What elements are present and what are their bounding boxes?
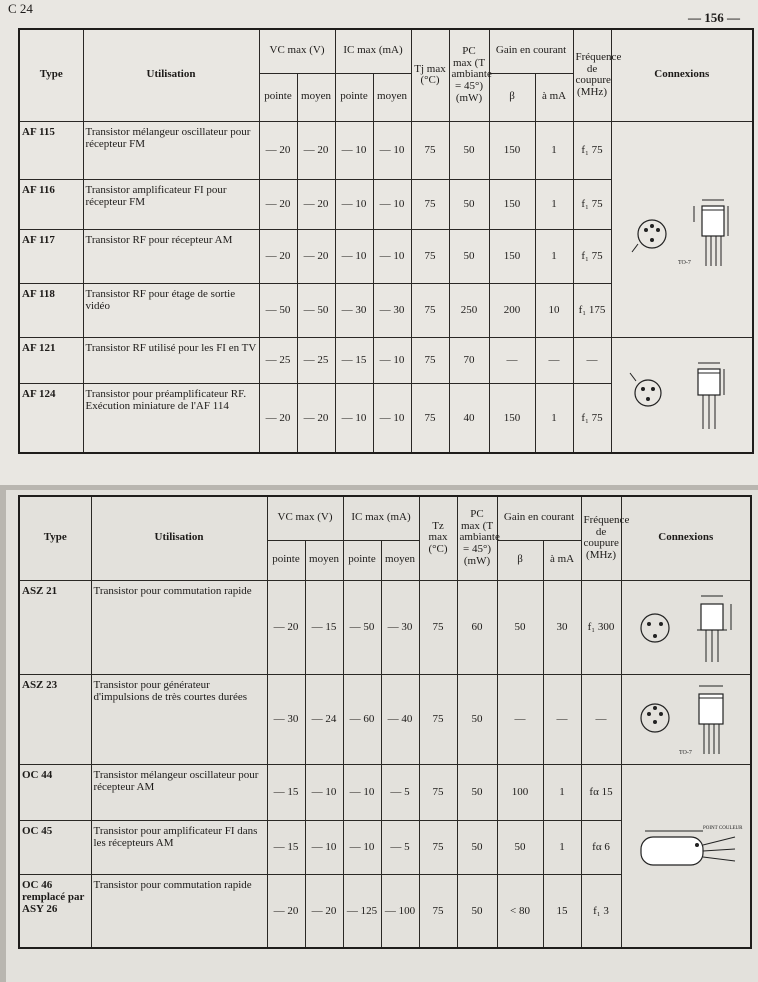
pc-cell: 40 <box>449 383 489 453</box>
beta-cell: 150 <box>489 121 535 179</box>
vc-pointe-cell: — 20 <box>267 580 305 674</box>
pc-cell: 50 <box>457 874 497 948</box>
header-tj <box>411 29 449 121</box>
vc-moyen-cell: — 15 <box>305 580 343 674</box>
type-cell: ASZ 23 <box>19 674 91 764</box>
use-cell: Transistor mélangeur oscillateur pour récepteur FM <box>83 121 259 179</box>
type-cell: AF 115 <box>19 121 83 179</box>
ic-moyen-cell: — 10 <box>373 383 411 453</box>
type-cell: OC 46 remplacé par ASY 26 <box>19 874 91 948</box>
connexions-cell-oc <box>621 764 751 948</box>
use-cell: Transistor pour générateur d'impulsions de très courtes durées <box>91 674 267 764</box>
type-cell: AF 121 <box>19 337 83 383</box>
header-freq: Fréquence de coupure (MHz) <box>581 496 621 580</box>
pc-cell: 50 <box>457 674 497 764</box>
header-type: Type <box>19 29 83 121</box>
header-pc: PC max (T ambiante = 45°) (mW) <box>449 29 489 121</box>
miniature-package-diagram <box>618 345 746 445</box>
ma-cell: 1 <box>535 121 573 179</box>
type-cell: AF 118 <box>19 283 83 337</box>
ic-moyen-cell: — 5 <box>381 764 419 820</box>
header-vc: VC max (V) <box>267 496 343 540</box>
header-tz-unit: (°C) <box>428 543 448 556</box>
ic-moyen-cell: — 30 <box>373 283 411 337</box>
header-ama: à mA <box>543 540 581 580</box>
beta-cell: — <box>497 674 543 764</box>
freq-cell: f₁ 300 <box>581 580 621 674</box>
ic-pointe-cell: — 15 <box>335 337 373 383</box>
tj-cell: 75 <box>411 283 449 337</box>
tj-cell: 75 <box>411 121 449 179</box>
use-cell: Transistor pour préamplificateur RF. Exécution miniature de l'AF 114 <box>83 383 259 453</box>
asz21-package-diagram <box>627 584 745 670</box>
freq-cell: fα 15 <box>581 764 621 820</box>
freq-cell: f₁ 75 <box>573 383 611 453</box>
vc-pointe-cell: — 15 <box>267 820 305 874</box>
header-use: Utilisation <box>91 496 267 580</box>
page-number: — 156 — <box>688 10 740 25</box>
pc-cell: 50 <box>449 229 489 283</box>
header-tj-unit: (°C) <box>420 74 440 87</box>
vc-moyen-cell: — 20 <box>297 383 335 453</box>
use-cell: Transistor mélangeur oscillateur pour récepteur AM <box>91 764 267 820</box>
type-cell: AF 124 <box>19 383 83 453</box>
asz23-package-diagram <box>627 676 745 762</box>
header-vc-moyen: moyen <box>297 73 335 121</box>
freq-cell: f₁ 175 <box>573 283 611 337</box>
vc-moyen-cell: — 10 <box>305 820 343 874</box>
pc-cell: 60 <box>457 580 497 674</box>
freq-cell: — <box>573 337 611 383</box>
ic-pointe-cell: — 10 <box>335 229 373 283</box>
beta-cell: 50 <box>497 580 543 674</box>
connexions-cell-group-1 <box>611 121 753 337</box>
to7-label-bottom: TO-7 <box>678 750 692 756</box>
beta-cell: — <box>489 337 535 383</box>
ma-cell: 1 <box>535 229 573 283</box>
tz-cell: 75 <box>419 580 457 674</box>
pc-cell: 70 <box>449 337 489 383</box>
header-ic-moyen: moyen <box>381 540 419 580</box>
use-cell: Transistor pour amplificateur FI dans les récepteurs AM <box>91 820 267 874</box>
freq-cell: f₁ 75 <box>573 179 611 229</box>
type-cell: ASZ 21 <box>19 580 91 674</box>
ic-moyen-cell: — 10 <box>373 229 411 283</box>
header-ama: à mA <box>535 73 573 121</box>
ic-pointe-cell: — 10 <box>343 820 381 874</box>
vc-moyen-cell: — 20 <box>305 874 343 948</box>
header-beta: β <box>497 540 543 580</box>
vc-pointe-cell: — 20 <box>259 121 297 179</box>
tz-cell: 75 <box>419 674 457 764</box>
use-cell: Transistor pour commutation rapide <box>91 580 267 674</box>
header-use: Utilisation <box>83 29 259 121</box>
use-cell: Transistor RF pour étage de sortie vidéo <box>83 283 259 337</box>
table-row <box>19 121 753 179</box>
header-freq: Fréquence de coupure (MHz) <box>573 29 611 121</box>
ic-pointe-cell: — 10 <box>343 764 381 820</box>
beta-cell: 150 <box>489 383 535 453</box>
ic-pointe-cell: — 10 <box>335 121 373 179</box>
type-cell: AF 117 <box>19 229 83 283</box>
header-beta: β <box>489 73 535 121</box>
ma-cell: 1 <box>543 764 581 820</box>
ma-cell: 1 <box>535 179 573 229</box>
header-tz <box>419 496 457 580</box>
type-cell: OC 45 <box>19 820 91 874</box>
vc-pointe-cell: — 15 <box>267 764 305 820</box>
beta-cell: 200 <box>489 283 535 337</box>
vc-moyen-cell: — 25 <box>297 337 335 383</box>
header-type: Type <box>19 496 91 580</box>
ic-pointe-cell: — 30 <box>335 283 373 337</box>
vc-pointe-cell: — 20 <box>259 229 297 283</box>
header-vc: VC max (V) <box>259 29 335 73</box>
spec-table-bottom <box>18 495 752 949</box>
pc-cell: 250 <box>449 283 489 337</box>
table-row <box>19 764 751 820</box>
vc-pointe-cell: — 20 <box>267 874 305 948</box>
vc-moyen-cell: — 24 <box>305 674 343 764</box>
vc-moyen-cell: — 20 <box>297 121 335 179</box>
pc-cell: 50 <box>457 820 497 874</box>
page-code: C 24 <box>8 1 33 16</box>
ic-moyen-cell: — 5 <box>381 820 419 874</box>
vc-pointe-cell: — 30 <box>267 674 305 764</box>
tj-cell: 75 <box>411 179 449 229</box>
ic-pointe-cell: — 125 <box>343 874 381 948</box>
header-tj-label: Tj max <box>414 62 446 75</box>
type-cell: AF 116 <box>19 179 83 229</box>
pc-cell: 50 <box>457 764 497 820</box>
use-cell: Transistor pour commutation rapide <box>91 874 267 948</box>
ic-pointe-cell: — 50 <box>343 580 381 674</box>
color-dot-label: POINT COULEUR <box>702 825 743 831</box>
vc-moyen-cell: — 50 <box>297 283 335 337</box>
connexions-cell-asz23 <box>621 674 751 764</box>
ma-cell: — <box>543 674 581 764</box>
pc-cell: 50 <box>449 179 489 229</box>
header-vc-moyen: moyen <box>305 540 343 580</box>
header-ic-pointe: pointe <box>343 540 381 580</box>
ic-moyen-cell: — 30 <box>381 580 419 674</box>
header-vc-pointe: pointe <box>267 540 305 580</box>
vc-moyen-cell: — 10 <box>305 764 343 820</box>
vc-pointe-cell: — 25 <box>259 337 297 383</box>
spec-table-top <box>18 28 754 454</box>
use-cell: Transistor RF utilisé pour les FI en TV <box>83 337 259 383</box>
ic-pointe-cell: — 10 <box>335 179 373 229</box>
tj-cell: 75 <box>411 383 449 453</box>
header-tz-label: Tz max <box>428 519 448 544</box>
table-row <box>19 580 751 674</box>
beta-cell: 50 <box>497 820 543 874</box>
header-ic-moyen: moyen <box>373 73 411 121</box>
vc-pointe-cell: — 20 <box>259 383 297 453</box>
to7-label: TO-7 <box>677 260 691 266</box>
beta-cell: < 80 <box>497 874 543 948</box>
beta-cell: 150 <box>489 229 535 283</box>
tj-cell: 75 <box>411 337 449 383</box>
header-ic: IC max (mA) <box>335 29 411 73</box>
header-connexions: Connexions <box>621 496 751 580</box>
header-gain: Gain en courant <box>497 496 581 540</box>
use-cell: Transistor amplificateur FI pour récepteur FM <box>83 179 259 229</box>
beta-cell: 150 <box>489 179 535 229</box>
ma-cell: 10 <box>535 283 573 337</box>
connexions-cell-asz21 <box>621 580 751 674</box>
ic-moyen-cell: — 40 <box>381 674 419 764</box>
tz-cell: 75 <box>419 874 457 948</box>
table-row <box>19 337 753 383</box>
header-pc: PC max (T ambiante = 45°) (mW) <box>457 496 497 580</box>
header-gain: Gain en courant <box>489 29 573 73</box>
vc-pointe-cell: — 50 <box>259 283 297 337</box>
tz-cell: 75 <box>419 764 457 820</box>
ic-moyen-cell: — 10 <box>373 179 411 229</box>
ic-pointe-cell: — 60 <box>343 674 381 764</box>
tj-cell: 75 <box>411 229 449 283</box>
freq-cell: f₁ 75 <box>573 229 611 283</box>
oc-glass-package-diagram <box>625 801 747 911</box>
freq-cell: fα 6 <box>581 820 621 874</box>
header-vc-pointe: pointe <box>259 73 297 121</box>
ma-cell: 1 <box>543 820 581 874</box>
freq-cell: f₁ 75 <box>573 121 611 179</box>
connexions-cell-group-2 <box>611 337 753 453</box>
use-cell: Transistor RF pour récepteur AM <box>83 229 259 283</box>
ma-cell: 30 <box>543 580 581 674</box>
tz-cell: 75 <box>419 820 457 874</box>
ma-cell: 15 <box>543 874 581 948</box>
vc-moyen-cell: — 20 <box>297 229 335 283</box>
header-ic-pointe: pointe <box>335 73 373 121</box>
vc-moyen-cell: — 20 <box>297 179 335 229</box>
ma-cell: 1 <box>535 383 573 453</box>
ic-moyen-cell: — 10 <box>373 337 411 383</box>
freq-cell: — <box>581 674 621 764</box>
pc-cell: 50 <box>449 121 489 179</box>
freq-cell: f₁ 3 <box>581 874 621 948</box>
ma-cell: — <box>535 337 573 383</box>
vc-pointe-cell: — 20 <box>259 179 297 229</box>
to7-package-diagram <box>618 174 746 284</box>
beta-cell: 100 <box>497 764 543 820</box>
header-ic: IC max (mA) <box>343 496 419 540</box>
header-connexions: Connexions <box>611 29 753 121</box>
ic-moyen-cell: — 100 <box>381 874 419 948</box>
type-cell: OC 44 <box>19 764 91 820</box>
ic-moyen-cell: — 10 <box>373 121 411 179</box>
table-row <box>19 674 751 764</box>
ic-pointe-cell: — 10 <box>335 383 373 453</box>
